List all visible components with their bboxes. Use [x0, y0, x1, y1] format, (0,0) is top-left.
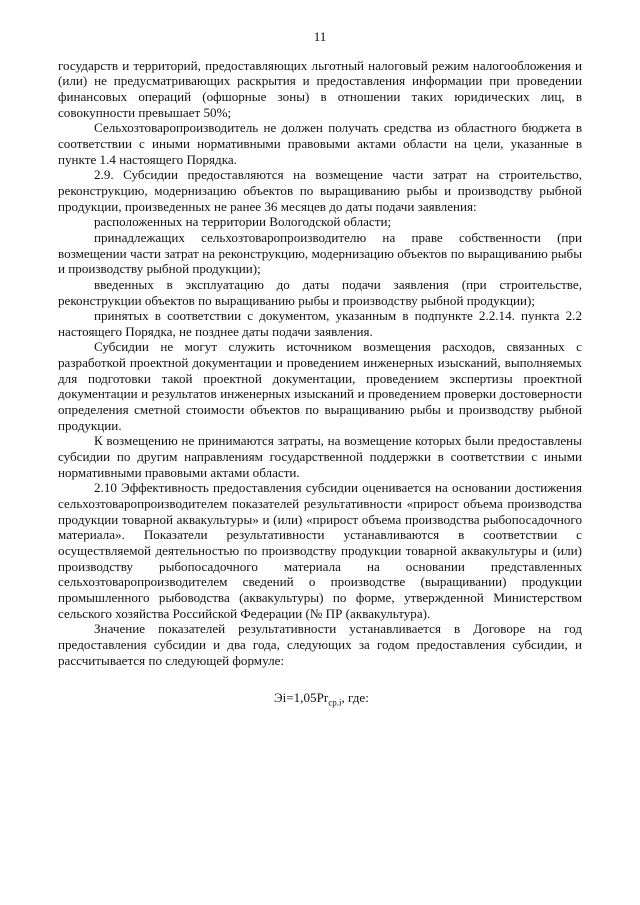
paragraph: Сельхозтоваропроизводитель не должен получать средства из областного бюджета в соответствии с иными нормативными правовыми актами области на цели, указанные в пункте 1.4 настоящего Порядка. [58, 120, 582, 167]
paragraph: Субсидии не могут служить источником возмещения расходов, связанных с разработкой проектной документации и проведением инженерных изысканий, выполняемых для подготовки такой проектной документации, проведением экспертизы проектной документации и результатов инженерных изысканий и проведением проверки достоверности определения сметной стоимости объектов по выращиванию рыбы и производству рыбной продукции. [58, 339, 582, 433]
paragraph: введенных в эксплуатацию до даты подачи заявления (при строительстве, реконструкции объектов по выращиванию рыбы и производству рыбной продукции); [58, 276, 582, 308]
document-body [58, 58, 582, 669]
formula-subscript: ср.i [328, 697, 342, 708]
paragraph: К возмещению не принимаются затраты, на возмещение которых были предоставлены субсидии по другим направлениям государственной поддержки в соответствии с иными нормативными правовыми актами области. [58, 433, 582, 480]
formula-main: Эi=1,05Pr [274, 690, 329, 706]
paragraph: принятых в соответствии с документом, указанным в подпункте 2.2.14. пункта 2.2 настоящего Порядка, не позднее даты подачи заявления. [58, 308, 582, 339]
paragraph: Значение показателей результативности устанавливается в Договоре на год предоставления субсидии и два года, следующих за годом предоставления субсидии, и рассчитывается по следующей формуле: [58, 621, 582, 668]
paragraph: государств и территорий, предоставляющих льготный налоговый режим налогообложения и (или) не предусматривающих раскрытия и предоставления информации при проведении финансовых операций (офшорные зоны) в отношении таких юридических лиц, в совокупности превышает 50%; [58, 57, 582, 120]
formula [58, 690, 582, 711]
paragraph: принадлежащих сельхозтоваропроизводителю на праве собственности (при возмещении части затрат на реконструкцию, модернизацию объектов по выращиванию рыбы и производству рыбной продукции); [58, 229, 582, 277]
paragraph: 2.10 Эффективность предоставления субсидии оценивается на основании достижения сельхозтоваропроизводителем показателей результативности «прирост объема производства продукции товарной аквакультуры» и (или) «прирост объема производства рыбопосадочного материала». Показатели результативности устанавливаются в соответствии с осуществляемой деятельностью по производству продукции товарной аквакультуры и (или) производству рыбопосадочного материала на основании представленных сельхозтоваропроизводителем сведений о производстве (выращивании) продукции промышленного рыбоводства (аквакультуры) по форме, утвержденной Министерством сельского хозяйства Российской Федерации (№ ПР (аквакультура). [58, 480, 582, 621]
page-number: 11 [313, 29, 327, 44]
paragraph: расположенных на территории Вологодской области; [94, 214, 392, 230]
paragraph: 2.9. Субсидии предоставляются на возмещение части затрат на строительство, реконструкцию, модернизацию объектов по выращиванию рыбы и производству рыбной продукции, произведенных не ранее 36 месяцев до даты подачи заявления: [58, 167, 582, 214]
formula-suffix: , где: [341, 690, 369, 706]
